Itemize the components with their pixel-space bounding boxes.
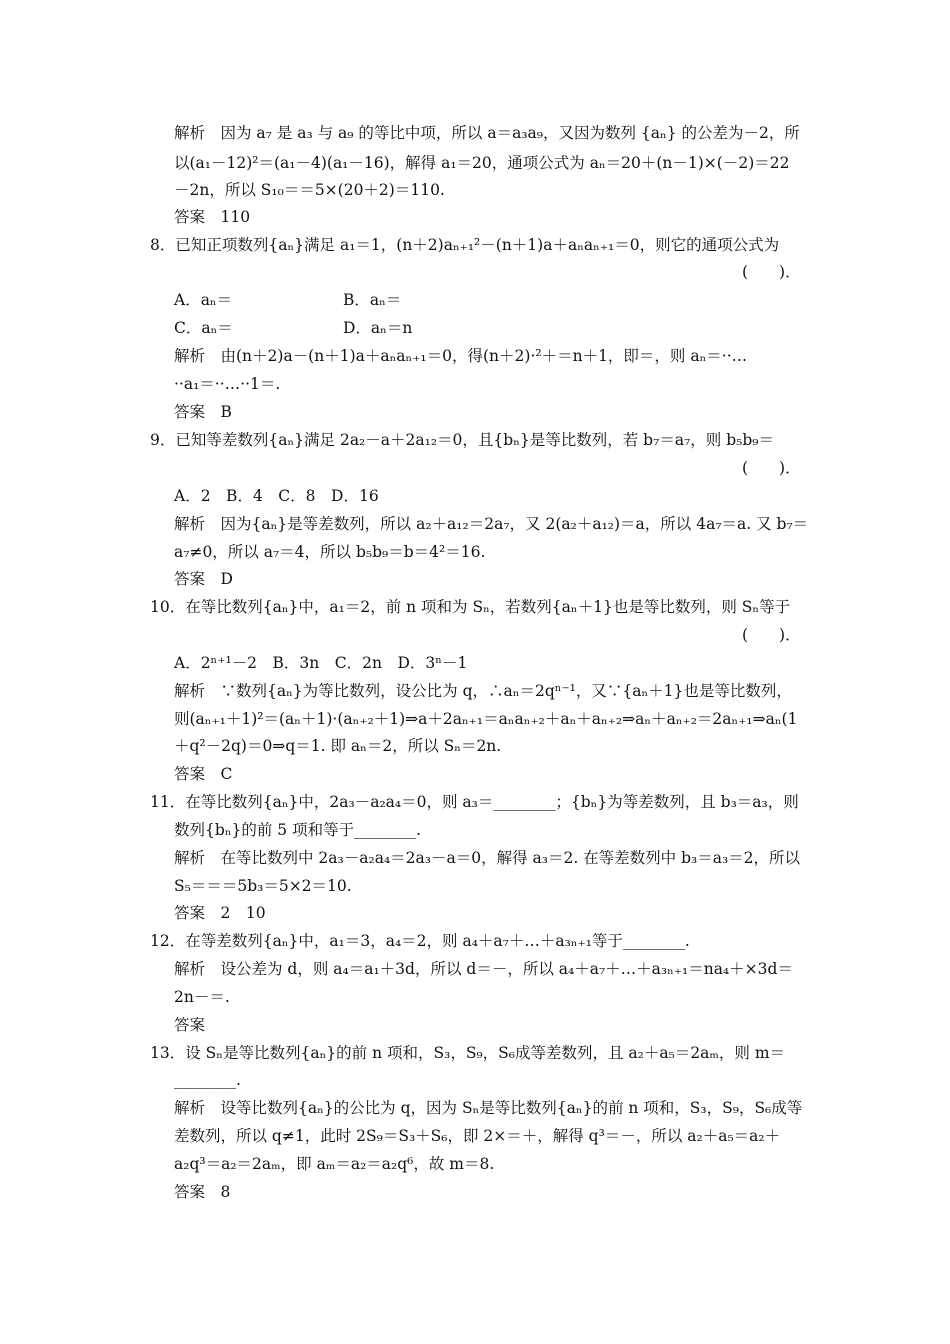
text-line: 解析 因为 a₇ 是 a₃ 与 a₉ 的等比中项，所以 a＝a₃a₉，又因为数列 {aₙ} 的公差为－2，所 bbox=[174, 124, 800, 142]
text-line: 解析 因为{aₙ}是等差数列，所以 a₂＋a₁₂＝2a₇，又 2(a₂＋a₁₂)＝a，所以 4a₇＝a. 又 b₇＝ bbox=[174, 515, 809, 533]
text-line: 差数列，所以 q≠1，此时 2S₉＝S₃＋S₆，即 2×＝＋，解得 q³＝－，所以 a₂＋a₅＝a₂＋ bbox=[174, 1127, 781, 1145]
answer-line: 答案 8 bbox=[174, 1183, 231, 1201]
answer-paren: ( )． bbox=[742, 459, 801, 477]
question-9: 9．已知等差数列{aₙ}满足 2a₂－a＋2a₁₂＝0，且{bₙ}是等比数列，若 b₇＝a₇，则 b₅b₉＝ bbox=[150, 431, 774, 449]
answer-line: 答案 D bbox=[174, 570, 233, 588]
text-line: －2n，所以 S₁₀＝＝5×(20＋2)＝110. bbox=[174, 181, 445, 199]
answer-line: 答案 2 10 bbox=[174, 904, 266, 922]
option-c: C．aₙ＝ bbox=[174, 319, 233, 337]
options-line: A．2ⁿ⁺¹－2 B．3n C．2n D．3ⁿ－1 bbox=[174, 654, 468, 672]
text-line: 则(aₙ₊₁＋1)²＝(aₙ＋1)·(aₙ₊₂＋1)⇒a＋2aₙ₊₁＝aₙaₙ₊₂＋aₙ＋aₙ₊₂⇒aₙ＋aₙ₊₂＝2aₙ₊₁⇒aₙ(1 bbox=[174, 710, 798, 728]
question-11: 11．在等比数列{aₙ}中，2a₃－a₂a₄＝0，则 a₃＝________；{bₙ}为等差数列，且 b₃＝a₃，则 bbox=[150, 793, 799, 811]
text-line: a₂q³＝a₂＝2aₘ，即 aₘ＝a₂＝a₂q⁶，故 m＝8. bbox=[174, 1155, 495, 1173]
text-line: 数列{bₙ}的前 5 项和等于________. bbox=[174, 821, 421, 839]
text-line: 解析 设等比数列{aₙ}的公比为 q，因为 Sₙ是等比数列{aₙ}的前 n 项和，S₃，S₉，S₆成等 bbox=[174, 1099, 803, 1117]
answer-paren: ( )． bbox=[742, 263, 801, 281]
question-13: 13．设 Sₙ是等比数列{aₙ}的前 n 项和，S₃，S₉，S₆成等差数列，且 a₂＋a₅＝2aₘ，则 m＝ bbox=[150, 1044, 786, 1062]
answer-line: 答案 110 bbox=[174, 208, 251, 226]
text-line: 解析 ∵数列{aₙ}为等比数列，设公比为 q，∴aₙ＝2qⁿ⁻¹，又∵{aₙ＋1}也是等比数列， bbox=[174, 682, 792, 700]
text-line: ＋q²－2q)＝0⇒q＝1. 即 aₙ＝2，所以 Sₙ＝2n. bbox=[174, 737, 502, 755]
text-line: 解析 由(n＋2)a－(n＋1)a＋aₙaₙ₊₁＝0，得(n＋2)·²＋＝n＋1，即＝，则 aₙ＝··… bbox=[174, 347, 748, 365]
question-10: 10．在等比数列{aₙ}中，a₁＝2，前 n 项和为 Sₙ，若数列{aₙ＋1}也是等比数列，则 Sₙ等于 bbox=[150, 598, 791, 616]
answer-line: 答案 B bbox=[174, 403, 232, 421]
text-line: 2n－＝. bbox=[174, 988, 230, 1006]
option-b: B．aₙ＝ bbox=[343, 291, 402, 309]
text-line: 解析 在等比数列中 2a₃－a₂a₄＝2a₃－a＝0，解得 a₃＝2. 在等差数列中 b₃＝a₃＝2，所以 bbox=[174, 849, 801, 867]
question-12: 12．在等差数列{aₙ}中，a₁＝3，a₄＝2，则 a₄＋a₇＋…＋a₃ₙ₊₁等于________. bbox=[150, 932, 690, 950]
answer-paren: ( )． bbox=[742, 626, 801, 644]
option-d: D．aₙ＝n bbox=[343, 319, 413, 337]
text-line: S₅＝＝＝5b₃＝5×2＝10. bbox=[174, 877, 352, 895]
text-line: 解析 设公差为 d，则 a₄＝a₁＋3d，所以 d＝－，所以 a₄＋a₇＋…＋a₃ₙ₊₁＝na₄＋×3d＝ bbox=[174, 960, 793, 978]
options-line: A．2 B．4 C．8 D．16 bbox=[174, 487, 379, 505]
option-a: A．aₙ＝ bbox=[174, 291, 233, 309]
answer-line: 答案 C bbox=[174, 765, 233, 783]
text-line: a₇≠0，所以 a₇＝4，所以 b₅b₉＝b＝4²＝16. bbox=[174, 543, 486, 561]
answer-line: 答案 bbox=[174, 1016, 206, 1034]
text-line: ··a₁＝··…··1＝. bbox=[174, 375, 281, 393]
question-8: 8．已知正项数列{aₙ}满足 a₁＝1，(n＋2)aₙ₊₁²－(n＋1)a＋aₙaₙ₊₁＝0，则它的通项公式为 bbox=[150, 236, 780, 254]
text-line: 以(a₁－12)²＝(a₁－4)(a₁－16)，解得 a₁＝20，通项公式为 aₙ＝20＋(n－1)×(－2)＝22 bbox=[174, 154, 790, 172]
text-line: ________. bbox=[174, 1071, 241, 1089]
